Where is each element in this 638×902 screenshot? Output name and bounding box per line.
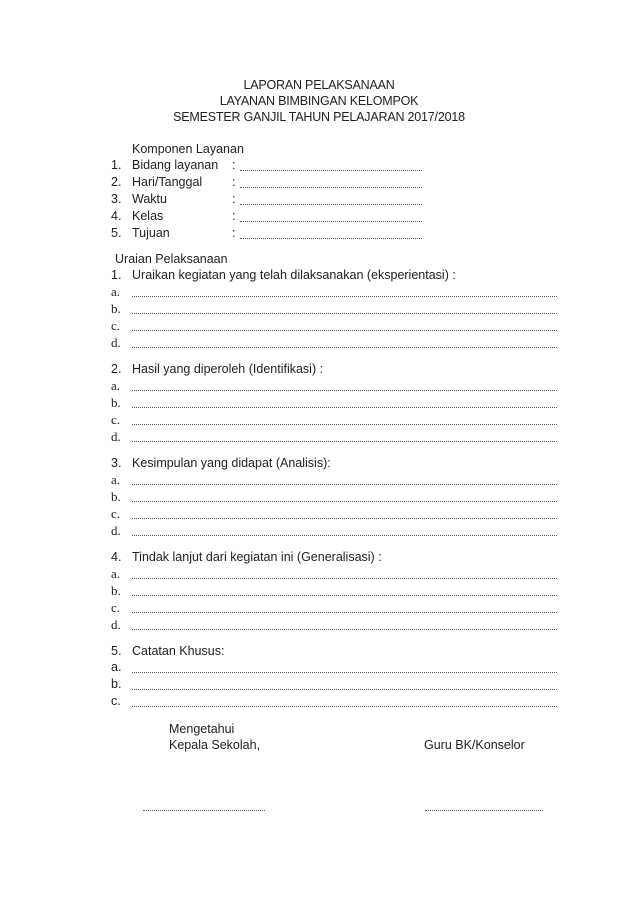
section-label: Tindak lanjut dari kegiatan ini (Generalisasi) : xyxy=(132,550,382,564)
answer-field[interactable] xyxy=(132,424,557,425)
answer-line xyxy=(0,335,638,352)
answer-field[interactable] xyxy=(132,595,557,596)
section-label: Uraikan kegiatan yang telah dilaksanakan (eksperientasi) : xyxy=(132,268,456,282)
mengetahui-label: Mengetahui xyxy=(169,722,235,736)
item-label: Tujuan xyxy=(132,226,170,240)
item-letter: a. xyxy=(111,566,121,581)
answer-line xyxy=(0,694,638,711)
answer-line xyxy=(0,677,638,694)
item-letter: d. xyxy=(111,617,121,632)
item-label: Waktu xyxy=(132,192,167,206)
item-letter: c. xyxy=(111,694,121,708)
item-letter: a. xyxy=(111,472,121,487)
answer-field[interactable] xyxy=(132,484,557,485)
answer-field[interactable] xyxy=(132,313,557,314)
section-header xyxy=(0,550,638,567)
answer-field[interactable] xyxy=(132,612,557,613)
komponen-item-waktu xyxy=(0,192,638,209)
answer-field[interactable] xyxy=(132,689,557,690)
fill-in-field[interactable] xyxy=(240,170,422,171)
item-letter: b. xyxy=(111,677,122,691)
item-colon: : xyxy=(232,209,236,223)
section-number: 1. xyxy=(111,268,122,282)
section-header xyxy=(0,644,638,661)
answer-field[interactable] xyxy=(132,518,557,519)
section-number: 5. xyxy=(111,644,122,658)
kepala-sekolah-label: Kepala Sekolah, xyxy=(169,738,261,752)
komponen-item-kelas xyxy=(0,209,638,226)
answer-field[interactable] xyxy=(132,706,557,707)
answer-line xyxy=(0,395,638,412)
answer-line xyxy=(0,617,638,634)
section-number: 4. xyxy=(111,550,122,564)
section-header xyxy=(0,456,638,473)
section-number: 3. xyxy=(111,456,122,470)
answer-field[interactable] xyxy=(132,347,557,348)
answer-line xyxy=(0,412,638,429)
report-title-line-1: LAPORAN PELAKSANAAN xyxy=(243,78,395,92)
answer-field[interactable] xyxy=(132,501,557,502)
report-title-line-3: SEMESTER GANJIL TAHUN PELAJARAN 2017/2018 xyxy=(173,110,465,124)
item-letter: c. xyxy=(111,412,121,427)
answer-line xyxy=(0,472,638,489)
answer-line xyxy=(0,660,638,677)
item-letter: d. xyxy=(111,335,121,350)
answer-field[interactable] xyxy=(132,330,557,331)
guru-bk-signature-line[interactable] xyxy=(425,810,543,811)
answer-line xyxy=(0,429,638,446)
answer-line xyxy=(0,566,638,583)
fill-in-field[interactable] xyxy=(240,238,422,239)
answer-field[interactable] xyxy=(132,672,557,673)
item-letter: b. xyxy=(111,395,121,410)
item-letter: d. xyxy=(111,523,121,538)
answer-line xyxy=(0,506,638,523)
section-label: Kesimpulan yang didapat (Analisis): xyxy=(132,456,331,470)
item-number: 2. xyxy=(111,175,122,189)
kepala-sekolah-signature-line[interactable] xyxy=(143,810,265,811)
answer-field[interactable] xyxy=(132,296,557,297)
item-letter: c. xyxy=(111,506,121,521)
guru-bk-label: Guru BK/Konselor xyxy=(424,738,525,752)
answer-field[interactable] xyxy=(132,535,557,536)
item-number: 1. xyxy=(111,158,122,172)
answer-field[interactable] xyxy=(132,407,557,408)
item-number: 5. xyxy=(111,226,122,240)
answer-line xyxy=(0,600,638,617)
item-letter: b. xyxy=(111,583,121,598)
answer-field[interactable] xyxy=(132,441,557,442)
section-header xyxy=(0,362,638,379)
item-number: 3. xyxy=(111,192,122,206)
item-colon: : xyxy=(232,158,236,172)
item-label: Kelas xyxy=(132,209,164,223)
answer-line xyxy=(0,378,638,395)
answer-field[interactable] xyxy=(132,629,557,630)
item-letter: a. xyxy=(111,284,121,299)
item-colon: : xyxy=(232,226,236,240)
section-label: Hasil yang diperoleh (Identifikasi) : xyxy=(132,362,324,376)
section-label: Catatan Khusus: xyxy=(132,644,225,658)
item-label: Hari/Tanggal xyxy=(132,175,203,189)
uraian-heading: Uraian Pelaksanaan xyxy=(115,252,228,266)
item-letter: a. xyxy=(111,660,122,674)
item-letter: a. xyxy=(111,378,121,393)
item-label: Bidang layanan xyxy=(132,158,219,172)
item-number: 4. xyxy=(111,209,122,223)
item-colon: : xyxy=(232,175,236,189)
item-letter: d. xyxy=(111,429,121,444)
answer-line xyxy=(0,284,638,301)
fill-in-field[interactable] xyxy=(240,204,422,205)
komponen-item-hari-tanggal xyxy=(0,175,638,192)
fill-in-field[interactable] xyxy=(240,187,422,188)
komponen-item-tujuan xyxy=(0,226,638,243)
answer-line xyxy=(0,301,638,318)
section-header xyxy=(0,268,638,285)
komponen-item-bidang xyxy=(0,158,638,175)
answer-line xyxy=(0,489,638,506)
answer-line xyxy=(0,523,638,540)
item-letter: b. xyxy=(111,301,121,316)
answer-field[interactable] xyxy=(132,578,557,579)
item-letter: b. xyxy=(111,489,121,504)
section-number: 2. xyxy=(111,362,122,376)
answer-line xyxy=(0,318,638,335)
komponen-heading: Komponen Layanan xyxy=(132,142,244,156)
report-title-line-2: LAYANAN BIMBINGAN KELOMPOK xyxy=(219,94,419,108)
item-colon: : xyxy=(232,192,236,206)
answer-field[interactable] xyxy=(132,390,557,391)
fill-in-field[interactable] xyxy=(240,221,422,222)
item-letter: c. xyxy=(111,318,121,333)
item-letter: c. xyxy=(111,600,121,615)
answer-line xyxy=(0,583,638,600)
